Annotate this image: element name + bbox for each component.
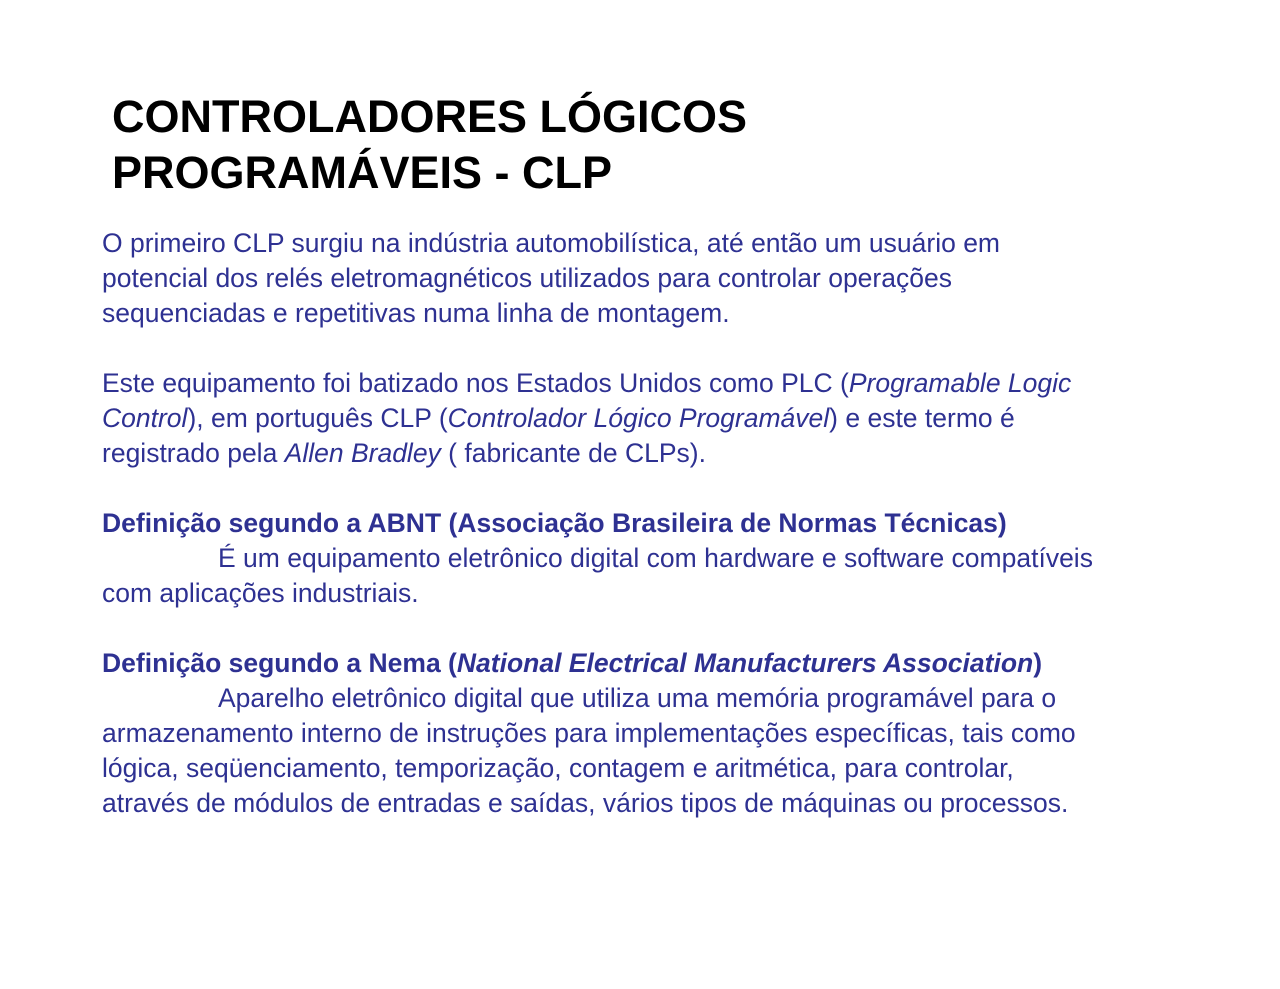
paragraph-line: lógica, seqüenciamento, temporização, contagem e aritmética, para controlar, — [102, 753, 1014, 783]
paragraph-line — [102, 681, 1242, 716]
italic-term: Programable Logic — [848, 368, 1072, 398]
text-run: Aparelho eletrônico digital que utiliza uma memória programável para o — [218, 683, 1057, 713]
paragraph-line — [102, 366, 1242, 401]
italic-term: National Electrical Manufacturers Association — [456, 648, 1034, 678]
paragraph-history — [102, 226, 1242, 331]
italic-term: Allen Bradley — [284, 438, 441, 468]
definition-abnt — [102, 506, 1242, 611]
paragraph-line — [102, 436, 1242, 471]
paragraph-line: sequenciadas e repetitivas numa linha de montagem. — [102, 298, 730, 328]
italic-term: Control — [102, 403, 188, 433]
slide-body — [102, 226, 1242, 821]
text-run: Este equipamento foi batizado nos Estados Unidos como PLC ( — [102, 368, 849, 398]
text-run: ) e este termo é — [829, 403, 1015, 433]
text-run: ) — [1033, 648, 1043, 678]
paragraph-line — [102, 401, 1242, 436]
text-run: Definição segundo a Nema ( — [102, 648, 457, 678]
paragraph-line: através de módulos de entradas e saídas, vários tipos de máquinas ou processos. — [102, 788, 1069, 818]
text-run: É um equipamento eletrônico digital com hardware e software compatíveis — [218, 543, 1093, 573]
spacer — [102, 331, 1242, 366]
definition-heading: Definição segundo a ABNT (Associação Brasileira de Normas Técnicas) — [102, 508, 1007, 538]
paragraph-line: armazenamento interno de instruções para implementações específicas, tais como — [102, 718, 1076, 748]
text-run: registrado pela — [102, 438, 285, 468]
text-run: ), em português CLP ( — [187, 403, 448, 433]
spacer — [102, 471, 1242, 506]
definition-nema — [102, 646, 1242, 821]
spacer — [102, 611, 1242, 646]
italic-term: Controlador Lógico Programável — [447, 403, 830, 433]
slide-title — [112, 89, 747, 201]
paragraph-line — [102, 541, 1242, 576]
title-line-1: CONTROLADORES LÓGICOS — [112, 91, 748, 142]
paragraph-line: com aplicações industriais. — [102, 578, 419, 608]
text-run: ( fabricante de CLPs). — [440, 438, 706, 468]
paragraph-line: O primeiro CLP surgiu na indústria automobilística, até então um usuário em — [102, 228, 1001, 258]
definition-heading — [102, 646, 1242, 681]
paragraph-naming — [102, 366, 1242, 471]
paragraph-line: potencial dos relés eletromagnéticos utilizados para controlar operações — [102, 263, 952, 293]
title-line-2: PROGRAMÁVEIS - CLP — [112, 147, 613, 198]
